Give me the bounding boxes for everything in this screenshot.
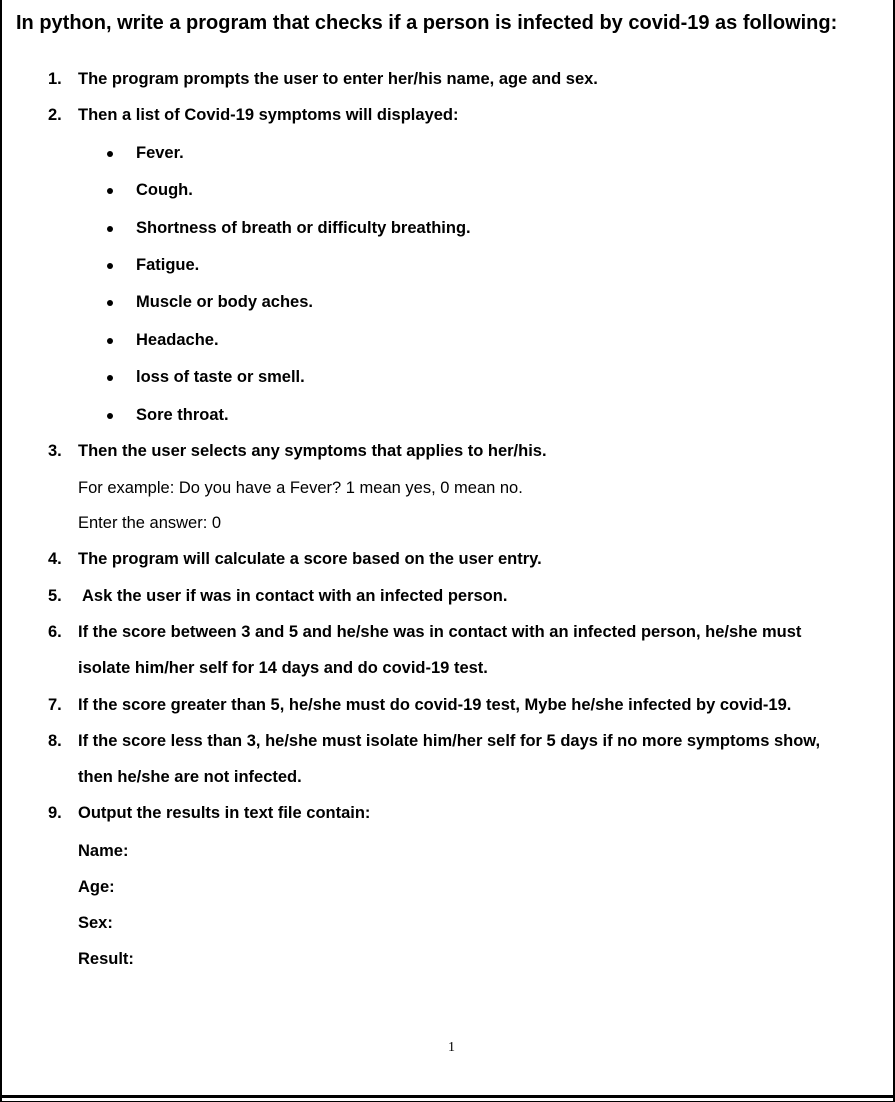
output-field-age: Age: xyxy=(78,878,115,896)
item-text: If the score greater than 5, he/she must do covid-19 test, Mybe he/she infected by covid-19. xyxy=(78,696,792,714)
item-number: 2. xyxy=(48,106,62,124)
symptom-item: Muscle or body aches. xyxy=(136,293,313,311)
item-text: Output the results in text file contain: xyxy=(78,804,371,822)
item-text: Then the user selects any symptoms that applies to her/his. xyxy=(78,442,547,460)
bullet-icon xyxy=(107,226,113,232)
item-text-continuation: isolate him/her self for 14 days and do covid-19 test. xyxy=(78,659,488,677)
bullet-icon xyxy=(107,151,113,157)
symptom-item: loss of taste or smell. xyxy=(136,368,305,386)
symptom-item: Sore throat. xyxy=(136,406,229,424)
symptom-item: Cough. xyxy=(136,181,193,199)
output-field-name: Name: xyxy=(78,842,129,860)
bullet-icon xyxy=(107,375,113,381)
output-field-sex: Sex: xyxy=(78,914,113,932)
example-line: For example: Do you have a Fever? 1 mean yes, 0 mean no. xyxy=(78,479,523,497)
bullet-icon xyxy=(107,300,113,306)
output-field-result: Result: xyxy=(78,950,134,968)
item-number: 5. xyxy=(48,587,62,605)
item-text: The program will calculate a score based on the user entry. xyxy=(78,550,542,568)
symptom-item: Shortness of breath or difficulty breathing. xyxy=(136,219,471,237)
item-number: 6. xyxy=(48,623,62,641)
item-number: 1. xyxy=(48,70,62,88)
item-text: Then a list of Covid-19 symptoms will displayed: xyxy=(78,106,459,124)
bullet-icon xyxy=(107,263,113,269)
item-number: 4. xyxy=(48,550,62,568)
bullet-icon xyxy=(107,338,113,344)
item-text-continuation: then he/she are not infected. xyxy=(78,768,302,786)
document-title: In python, write a program that checks if a person is infected by covid-19 as following: xyxy=(16,12,838,34)
item-text: Ask the user if was in contact with an infected person. xyxy=(82,587,508,605)
bullet-icon xyxy=(107,413,113,419)
item-number: 9. xyxy=(48,804,62,822)
item-number: 8. xyxy=(48,732,62,750)
item-number: 7. xyxy=(48,696,62,714)
symptom-item: Fatigue. xyxy=(136,256,200,274)
symptom-item: Fever. xyxy=(136,144,184,162)
bullet-icon xyxy=(107,188,113,194)
page-number: 1 xyxy=(448,1040,455,1055)
item-text: The program prompts the user to enter her/his name, age and sex. xyxy=(78,70,598,88)
item-text: If the score between 3 and 5 and he/she was in contact with an infected person, he/she must xyxy=(78,623,802,641)
example-answer-line: Enter the answer: 0 xyxy=(78,514,222,532)
bottom-border xyxy=(2,1095,893,1098)
item-number: 3. xyxy=(48,442,62,460)
symptom-item: Headache. xyxy=(136,331,219,349)
item-text: If the score less than 3, he/she must isolate him/her self for 5 days if no more symptoms show, xyxy=(78,732,821,750)
